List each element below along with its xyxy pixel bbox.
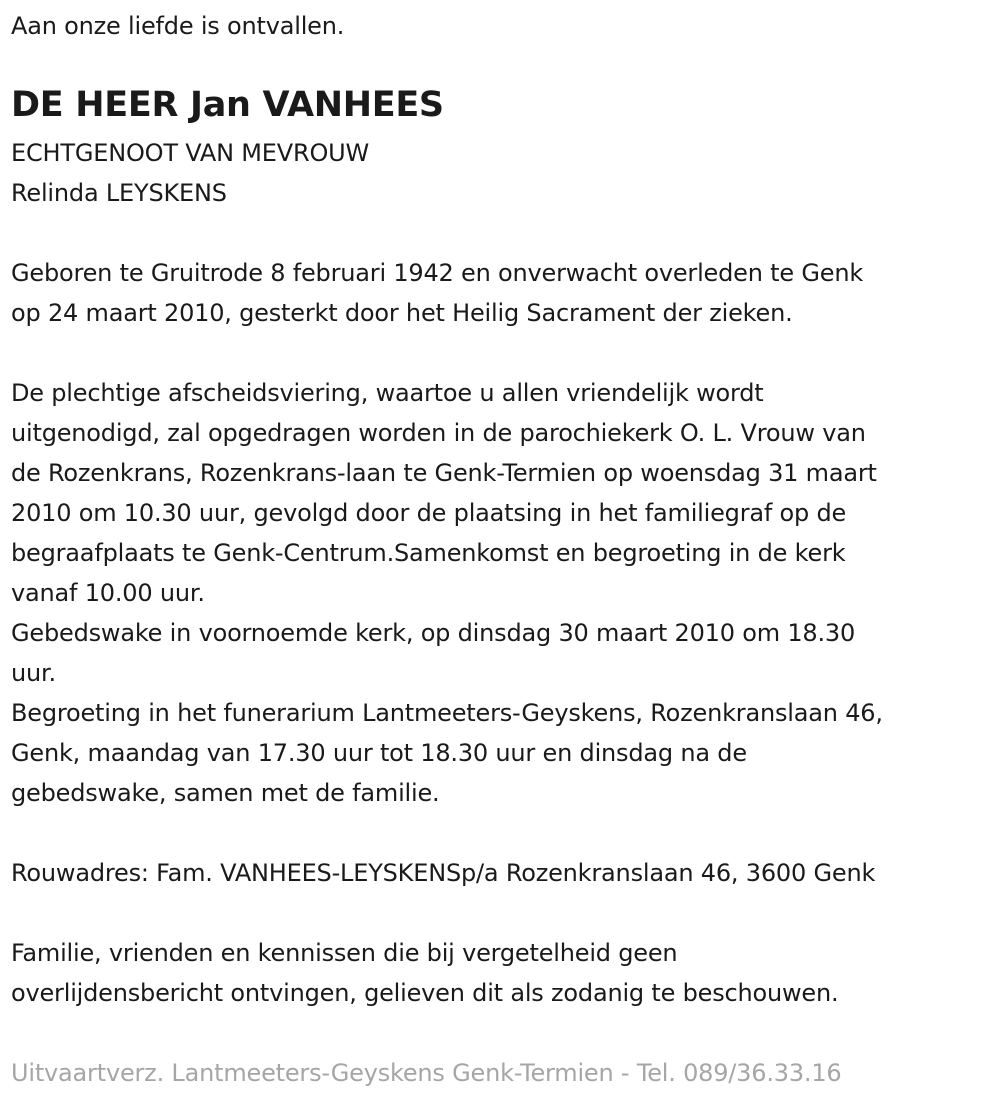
text-line: begraafplaats te Genk-Centrum.Samenkomst en begroeting in de kerk <box>11 539 846 567</box>
text-line: op 24 maart 2010, gesterkt door het Heilig Sacrament der zieken. <box>11 299 793 327</box>
address-line: Rouwadres: Fam. VANHEES-LEYSKENSp/a Rozenkranslaan 46, 3600 Genk <box>11 859 876 887</box>
text-line: uur. <box>11 659 56 687</box>
text-line: 2010 om 10.30 uur, gevolgd door de plaatsing in het familiegraf op de <box>11 499 847 527</box>
text-line: gebedswake, samen met de familie. <box>11 779 440 807</box>
text-line: uitgenodigd, zal opgedragen worden in de parochiekerk O. L. Vrouw van <box>11 419 866 447</box>
text-line: Geboren te Gruitrode 8 februari 1942 en onverwacht overleden te Genk <box>11 259 864 287</box>
mourning-address <box>11 853 875 893</box>
text-line: overlijdensbericht ontvingen, gelieven dit als zodanig te beschouwen. <box>11 979 839 1007</box>
text-line: Familie, vrienden en kennissen die bij vergetelheid geen <box>11 939 678 967</box>
text-line: Begroeting in het funerarium Lantmeeters-Geyskens, Rozenkranslaan 46, <box>11 699 883 727</box>
funeral-home-footer: Uitvaartverz. Lantmeeters-Geyskens Genk-Termien - Tel. 089/36.33.16 <box>11 1059 842 1087</box>
text-line: de Rozenkrans, Rozenkrans-laan te Genk-Termien op woensdag 31 maart <box>11 459 877 487</box>
text-line: Genk, maandag van 17.30 uur tot 18.30 uur en dinsdag na de <box>11 739 747 767</box>
text-line: De plechtige afscheidsviering, waartoe u allen vriendelijk wordt <box>11 379 764 407</box>
spouse-block <box>11 133 369 213</box>
spouse-title: ECHTGENOOT VAN MEVROUW <box>11 139 370 167</box>
birth-death-paragraph <box>11 253 863 333</box>
deceased-name: DE HEER Jan VANHEES <box>11 85 444 125</box>
intro-text: Aan onze liefde is ontvallen. <box>11 12 345 40</box>
family-note-paragraph <box>11 933 838 1013</box>
funeral-paragraph <box>11 373 883 813</box>
text-line: vanaf 10.00 uur. <box>11 579 205 607</box>
spouse-name: Relinda LEYSKENS <box>11 179 227 207</box>
text-line: Gebedswake in voornoemde kerk, op dinsdag 30 maart 2010 om 18.30 <box>11 619 856 647</box>
